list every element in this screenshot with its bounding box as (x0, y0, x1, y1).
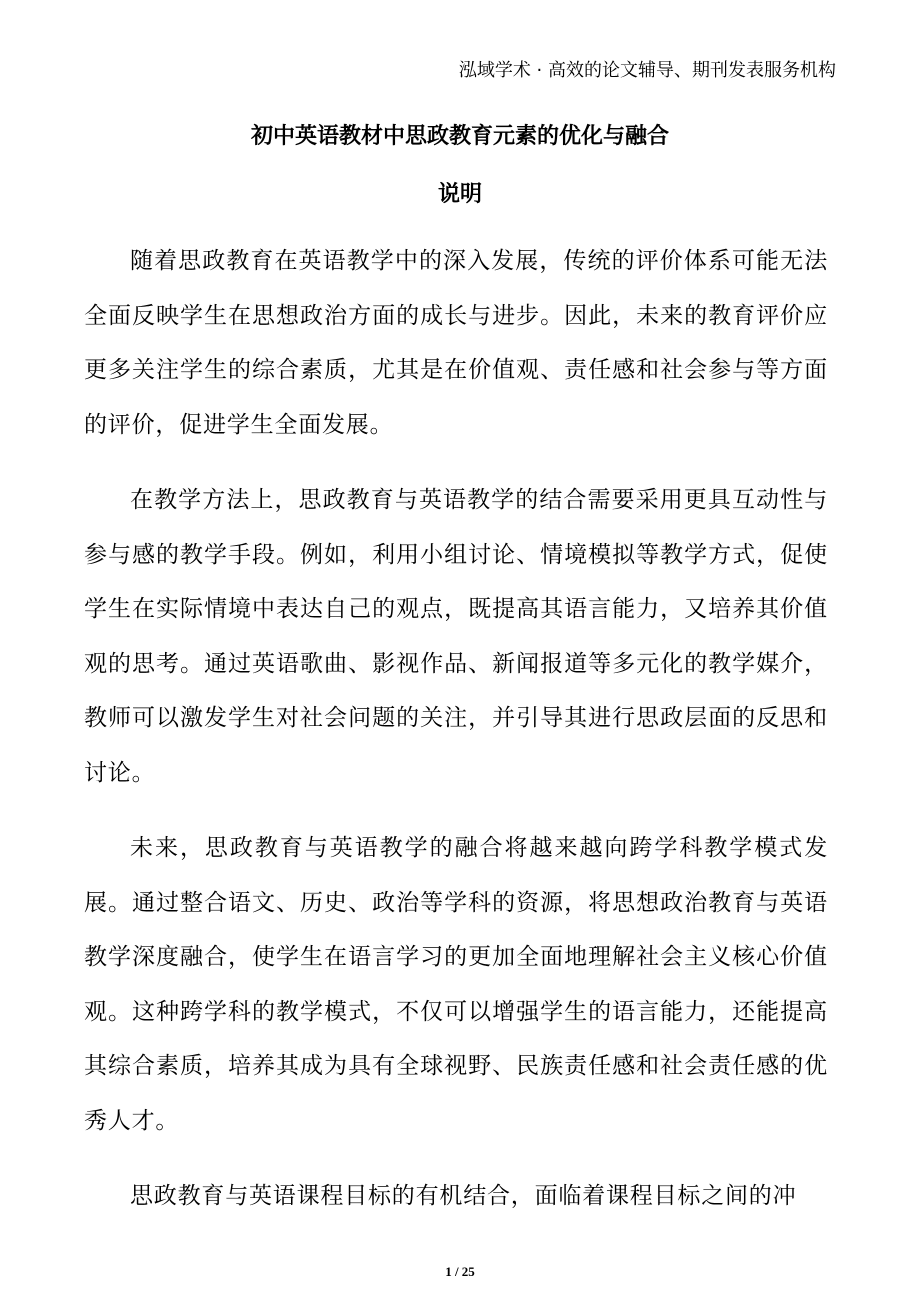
paragraph: 在教学方法上，思政教育与英语教学的结合需要采用更具互动性与参与感的教学手段。例如，利用小组讨论、情境模拟等教学方式，促使学生在实际情境中表达自己的观点，既提高其语言能力，又培养其价值观的思考。通过英语歌曲、影视作品、新闻报道等多元化的教学媒介，教师可以激发学生对社会问题的关注，并引导其进行思政层面的反思和讨论。 (84, 487, 828, 786)
page-number: 1 / 25 (445, 1264, 475, 1279)
page-header: 泓域学术 · 高效的论文辅导、期刊发表服务机构 (458, 60, 836, 81)
body-text (84, 234, 828, 1245)
document-title: 初中英语教材中思政教育元素的优化与融合 (250, 124, 669, 149)
paragraph: 未来，思政教育与英语教学的融合将越来越向跨学科教学模式发展。通过整合语文、历史、政治等学科的资源，将思想政治教育与英语教学深度融合，使学生在语言学习的更加全面地理解社会主义核心价值观。这种跨学科的教学模式，不仅可以增强学生的语言能力，还能提高其综合素质，培养其成为具有全球视野、民族责任感和社会责任感的优秀人才。 (84, 835, 828, 1134)
section-heading: 说明 (437, 182, 482, 207)
paragraph: 随着思政教育在英语教学中的深入发展，传统的评价体系可能无法全面反映学生在思想政治方面的成长与进步。因此，未来的教育评价应更多关注学生的综合素质，尤其是在价值观、责任感和社会参与等方面的评价，促进学生全面发展。 (84, 248, 828, 438)
paragraph: 思政教育与英语课程目标的有机结合，面临着课程目标之间的冲 (130, 1183, 797, 1209)
